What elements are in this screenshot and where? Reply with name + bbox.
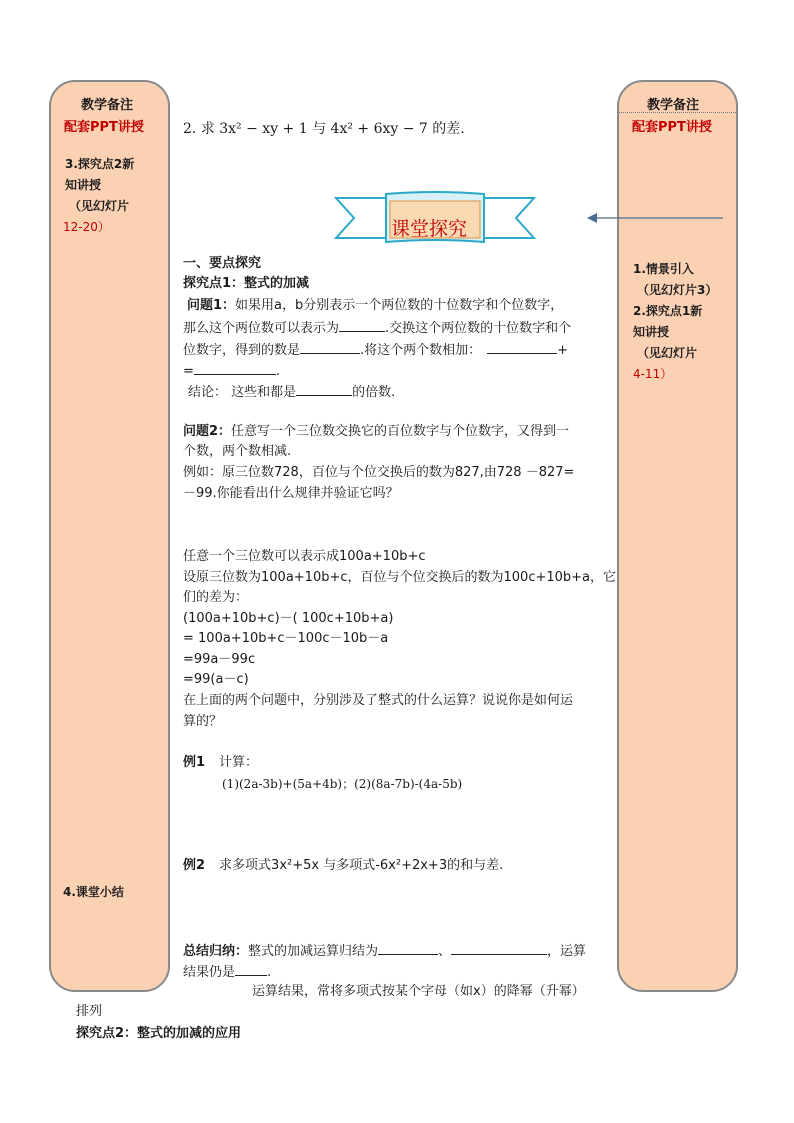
answer-blank[interactable] [378, 942, 438, 955]
problem2-line2: 个数，两个数相减. [183, 444, 292, 459]
left-note-line: （见幻灯片 [69, 199, 130, 213]
problem1-label: 问题1： [187, 298, 236, 313]
right-note-line: 4-11） [633, 367, 673, 381]
right-panel-title: 教学备注 [647, 98, 700, 113]
answer-blank[interactable] [487, 341, 557, 354]
solution-line: 设原三位数为100a+10b+c，百位与个位交换后的数为100c+10b+a，它 [183, 570, 617, 585]
answer-blank[interactable] [451, 942, 547, 955]
left-panel-summary: 4.课堂小结 [63, 885, 124, 899]
left-note-line: 知讲授 [65, 178, 102, 192]
left-note-line: 12-20） [63, 220, 110, 234]
left-note-line: 3.探究点2新 [65, 157, 135, 171]
problem1-line3: 位数字，得到的数是 .将这个两个数相加： + [183, 343, 569, 358]
divider [619, 112, 736, 113]
example1-line: 例1 计算： [183, 755, 259, 770]
answer-blank[interactable] [300, 341, 360, 354]
left-panel-title: 教学备注 [81, 98, 134, 113]
problem1-line2: 那么这个两位数可以表示为 .交换这个两位数的十位数字和个 [183, 321, 572, 336]
conclusion-line: 结论： 这些和都是 的倍数. [188, 385, 396, 400]
solution-line: 们的差为： [183, 590, 249, 605]
right-note-line: （见幻灯片3） [637, 283, 718, 297]
reflection-question: 在上面的两个问题中，分别涉及了整式的什么运算？说说你是如何运 [183, 693, 574, 708]
example2-label: 例2 [183, 858, 206, 873]
point1-title: 探究点1：整式的加减 [183, 276, 310, 291]
left-notes-panel [49, 80, 170, 992]
section-heading: 一、要点探究 [183, 256, 262, 271]
solution-line: =99a－99c [183, 652, 256, 667]
solution-line: = 100a+10b+c－100c－10b－a [183, 631, 389, 646]
arrow-left-icon [585, 211, 725, 225]
right-note-line: 知讲授 [633, 325, 670, 339]
problem2-line4: －99.你能看出什么规律并验证它吗？ [183, 486, 399, 501]
problem1-line4: = . [183, 364, 281, 379]
summary-line4: 排列 [76, 1004, 103, 1019]
right-panel-subtitle: 配套PPT讲授 [632, 120, 712, 135]
right-note-line: 2.探究点1新 [633, 304, 703, 318]
reflection-question: 算的？ [183, 714, 223, 729]
solution-line: 任意一个三位数可以表示成100a+10b+c [183, 549, 426, 564]
summary-line1: 总结归纳：整式的加减运算归结为 、 ，运算 [183, 944, 587, 959]
right-note-line: （见幻灯片 [637, 346, 698, 360]
answer-blank[interactable] [296, 383, 352, 396]
example2-line: 例2 求多项式3x²+5x 与多项式-6x²+2x+3的和与差. [183, 858, 504, 873]
answer-blank[interactable] [339, 319, 385, 332]
banner-title: 课堂探究 [391, 218, 468, 240]
solution-line: =99(a－c) [183, 672, 249, 687]
question-2-text: 2. 求 3x² − xy + 1 与 4x² + 6xy − 7 的差. [183, 121, 465, 137]
left-panel-subtitle: 配套PPT讲授 [64, 120, 144, 135]
summary-line3: 运算结果，常将多项式按某个字母（如x）的降幂（升幂） [252, 984, 585, 999]
summary-label: 总结归纳： [183, 944, 249, 959]
summary-line2: 结果仍是 . [183, 965, 272, 980]
right-note-line: 1.情景引入 [633, 262, 694, 276]
example1-expression: (1)(2a-3b)+(5a+4b)；(2)(8a-7b)-(4a-5b) [222, 777, 463, 791]
solution-line: (100a+10b+c)－( 100c+10b+a) [183, 611, 394, 626]
example1-label: 例1 [183, 755, 206, 770]
answer-blank[interactable] [194, 362, 276, 375]
point2-title: 探究点2：整式的加减的应用 [76, 1026, 242, 1041]
problem2-line1: 问题2：任意写一个三位数交换它的百位数字与个位数字，又得到一 [183, 424, 570, 439]
problem2-label: 问题2： [183, 424, 232, 439]
answer-blank[interactable] [235, 963, 267, 976]
problem1-line1: 问题1：如果用a，b分别表示一个两位数的十位数字和个位数字， [187, 298, 564, 313]
problem2-line3: 例如：原三位数728，百位与个位交换后的数为827,由728 －827= [183, 465, 575, 480]
